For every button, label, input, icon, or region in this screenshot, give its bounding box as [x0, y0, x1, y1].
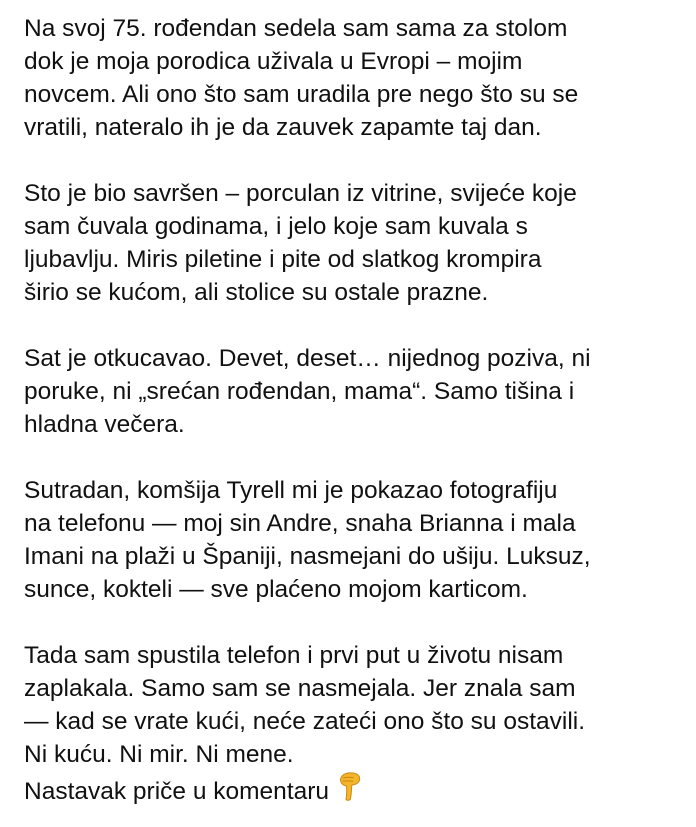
text-line: poruke, ni „srećan rođendan, mama“. Samo tišina i — [24, 378, 575, 405]
paragraph-1 — [24, 12, 684, 144]
text-line: dok je moja porodica uživala u Evropi – mojim — [24, 48, 523, 75]
paragraph-4 — [24, 474, 684, 606]
text-line: — kad se vrate kući, neće zateći ono što su ostavili. — [24, 708, 586, 735]
paragraph-3 — [24, 342, 684, 441]
continue-in-comments-line — [24, 771, 684, 810]
text-line: vratili, nateralo ih je da zauvek zapamte taj dan. — [24, 114, 542, 141]
text-line: novcem. Ali ono što sam uradila pre nego što su se — [24, 81, 579, 108]
text-line: Sutradan, komšija Tyrell mi je pokazao fotografiju — [24, 477, 558, 504]
text-line: Na svoj 75. rođendan sedela sam sama za stolom — [24, 15, 568, 42]
text-line: zaplakala. Samo sam se nasmejala. Jer znala sam — [24, 675, 576, 702]
text-line: hladna večera. — [24, 411, 185, 438]
text-line: širio se kućom, ali stolice su ostale prazne. — [24, 279, 489, 306]
text-line: ljubavlju. Miris piletine i pite od slatkog krompira — [24, 246, 542, 273]
text-line: Sto je bio savršen – porculan iz vitrine, svijeće koje — [24, 180, 577, 207]
text-line: Imani na plaži u Španiji, nasmejani do ušiju. Luksuz, — [24, 543, 591, 570]
text-line: sam čuvala godinama, i jelo koje sam kuvala s — [24, 213, 528, 240]
text-line: sunce, kokteli — sve plaćeno mojom karticom. — [24, 576, 528, 603]
post-body — [24, 12, 684, 810]
paragraph-5 — [24, 639, 684, 810]
text-line: na telefonu — moj sin Andre, snaha Brianna i mala — [24, 510, 576, 537]
paragraph-2 — [24, 177, 684, 309]
pointing-down-hand-icon — [337, 771, 363, 810]
text-line: Ni kuću. Ni mir. Ni mene. — [24, 741, 294, 768]
text-line: Sat je otkucavao. Devet, deset… nijednog poziva, ni — [24, 345, 591, 372]
text-line: Tada sam spustila telefon i prvi put u životu nisam — [24, 642, 564, 669]
continue-in-comments-text: Nastavak priče u komentaru — [24, 778, 330, 805]
